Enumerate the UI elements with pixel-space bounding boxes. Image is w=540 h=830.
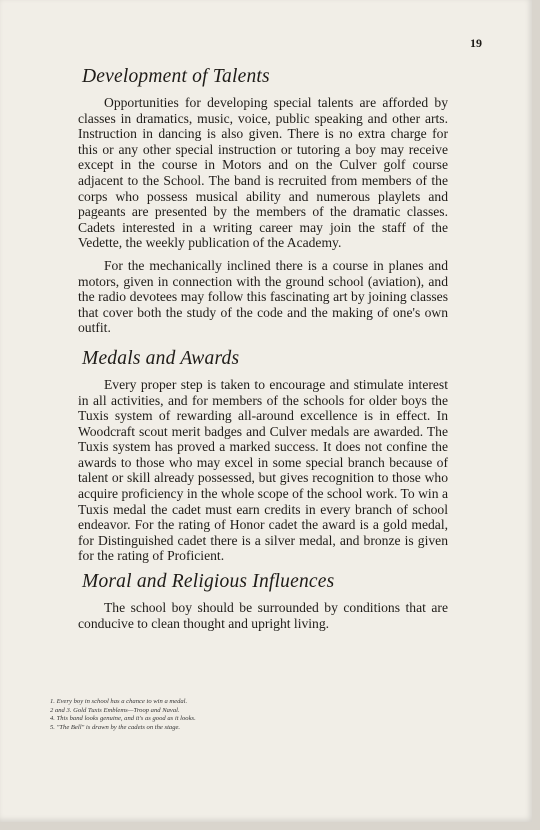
caption-line: 5. "The Bell" is drawn by the cadets on the stage.	[50, 723, 181, 731]
page-number: 19	[470, 36, 482, 50]
paragraph: Every proper step is taken to encourage and stimulate interest in all activities, and for members of the schools for older boys the Tuxis system of rewarding all-around excellence is in effect. In Woodcraft scout merit badges and Culver medals are awarded. The Tuxis system has proved a marked success. It does not confine the awards to those who may excel in some special branch because of talent or skill already possessed, but gives recognition to those who acquire proficiency in the whole scope of the school work. To win a Tuxis medal the cadet must earn credits in every branch of school endeavor. For the rating of Honor cadet the award is a gold medal, for Distinguished cadet there is a silver medal, and bronze is given for the rating of Proficient.	[78, 376, 448, 564]
section-medals-and-awards	[78, 348, 448, 564]
paragraph: Opportunities for developing special talents are afforded by classes in dramatics, music, voice, public speaking and other arts. Instruction in dancing is also given. There is no extra charge for this or any other special instruction or tutoring a boy may receive except in the course in Motors and on the Culver golf course adjacent to the School. The band is recruited from members of the corps who possess musical ability and numerous playlets and pageants are presented by the members of the dramatic classes. Cadets interested in a writing career may join the staff of the Vedette, the weekly publication of the Academy.	[78, 95, 448, 251]
page-body	[78, 66, 448, 638]
section-development-of-talents	[78, 66, 448, 336]
section-heading: Moral and Religious Influences	[82, 571, 335, 593]
section-heading: Medals and Awards	[82, 347, 240, 369]
paragraph: For the mechanically inclined there is a course in planes and motors, given in connection with the ground school (aviation), and the radio devotees may follow this fascinating art by joining classes that cover both the study of the code and the making of one's own outfit.	[78, 257, 448, 336]
caption-line: 1. Every boy in school has a chance to win a medal.	[50, 698, 188, 705]
caption-line: 2 and 3. Gold Tuxis Emblems—Troop and Naval.	[50, 706, 180, 714]
photo-captions	[50, 698, 430, 732]
section-moral-and-religious-influences	[78, 571, 448, 631]
caption-line: 4. This band looks genuine, and it's as good as it looks.	[50, 715, 196, 723]
paragraph: The school boy should be surrounded by conditions that are conducive to clean thought and upright living.	[78, 600, 448, 631]
section-heading: Development of Talents	[82, 66, 270, 87]
